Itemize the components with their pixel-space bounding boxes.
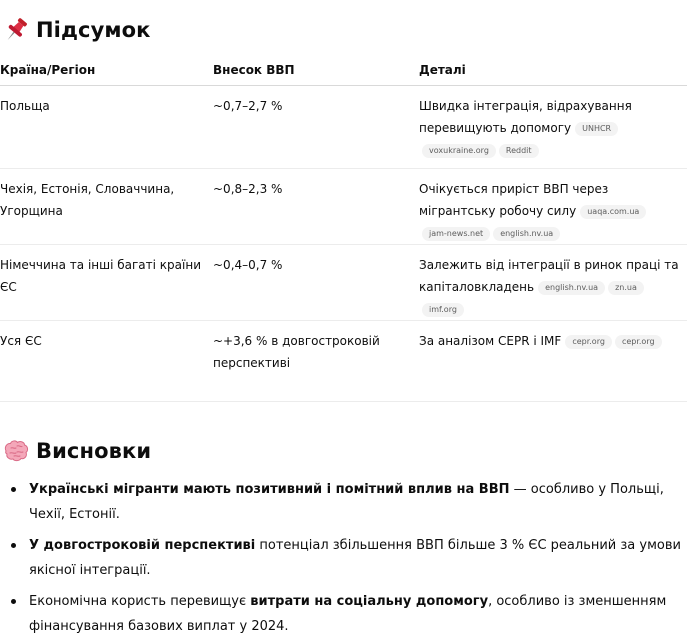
details-cell [419, 244, 687, 320]
source-badge[interactable]: cepr.org [565, 335, 612, 349]
summary-title: Підсумок [36, 18, 151, 42]
item-text-before: Економічна користь перевищує [29, 594, 251, 609]
item-text-after: , особливо із зменшенням фінансування базових виплат у 2024. [29, 594, 667, 634]
region-cell: Чехія, Естонія, Словаччина, Угорщина [0, 168, 213, 244]
table-header-row [0, 56, 687, 85]
table-row [0, 320, 687, 392]
details-cell [419, 168, 687, 244]
gdp-cell: ~0,8–2,3 % [213, 168, 419, 244]
brain-icon [2, 437, 30, 465]
list-item [0, 589, 687, 639]
list-item [0, 477, 687, 527]
item-text-bold: Українські мігранти мають позитивний і помітний вплив на ВВП [29, 482, 510, 497]
section-divider [0, 401, 687, 402]
conclusions-heading [2, 437, 151, 465]
bullet-dot [11, 543, 16, 548]
column-header-gdp: Внесок ВВП [213, 56, 419, 85]
details-cell [419, 85, 687, 168]
list-item [0, 533, 687, 583]
item-text-after: — особливо у Польщі, Чехії, Естонії. [29, 482, 664, 522]
table-row [0, 85, 687, 168]
source-badge[interactable]: UNHCR [575, 122, 618, 136]
source-badge[interactable]: uaqa.com.ua [580, 205, 646, 219]
gdp-cell: ~0,4–0,7 % [213, 244, 419, 320]
column-header-region: Країна/Регіон [0, 56, 213, 85]
bullet-dot [11, 599, 16, 604]
details-cell [419, 320, 687, 392]
details-text: За аналізом CEPR і IMF [419, 333, 562, 348]
source-badge[interactable]: Reddit [499, 144, 539, 158]
item-text-after: потенціал збільшення ВВП більше 3 % ЄС реальний за умови якісної інтеграції. [29, 538, 681, 578]
bullet-dot [11, 487, 16, 492]
source-badge[interactable]: zn.ua [608, 281, 644, 295]
details-text: Очікується приріст ВВП через мігрантську робочу силу [419, 181, 609, 218]
details-text: Залежить від інтеграції в ринок праці та капіталовкладень [419, 257, 679, 294]
item-text-bold: У довгостроковій перспективі [29, 538, 256, 553]
region-cell: Польща [0, 85, 213, 168]
region-cell: Німеччина та інші багаті країни ЄС [0, 244, 213, 320]
column-header-details: Деталі [419, 56, 687, 85]
source-badge[interactable]: english.nv.ua [538, 281, 605, 295]
summary-table [0, 56, 687, 392]
table-row [0, 244, 687, 320]
conclusions-title: Висновки [36, 439, 152, 463]
source-badge[interactable]: jam-news.net [422, 227, 490, 241]
summary-heading [2, 16, 151, 44]
source-badge[interactable]: english.nv.ua [493, 227, 560, 241]
details-text: Швидка інтеграція, відрахування перевищують допомогу [419, 98, 632, 135]
gdp-cell: ~0,7–2,7 % [213, 85, 419, 168]
source-badge[interactable]: voxukraine.org [422, 144, 496, 158]
gdp-cell: ~+3,6 % в довгостроковій перспективі [213, 333, 380, 370]
item-text-bold: витрати на соціальну допомогу [250, 594, 489, 609]
conclusions-list [0, 477, 687, 641]
source-badge[interactable]: cepr.org [615, 335, 662, 349]
pushpin-icon [2, 16, 30, 44]
region-cell: Уся ЄС [0, 333, 42, 348]
source-badge[interactable]: imf.org [422, 303, 464, 317]
table-row [0, 168, 687, 244]
